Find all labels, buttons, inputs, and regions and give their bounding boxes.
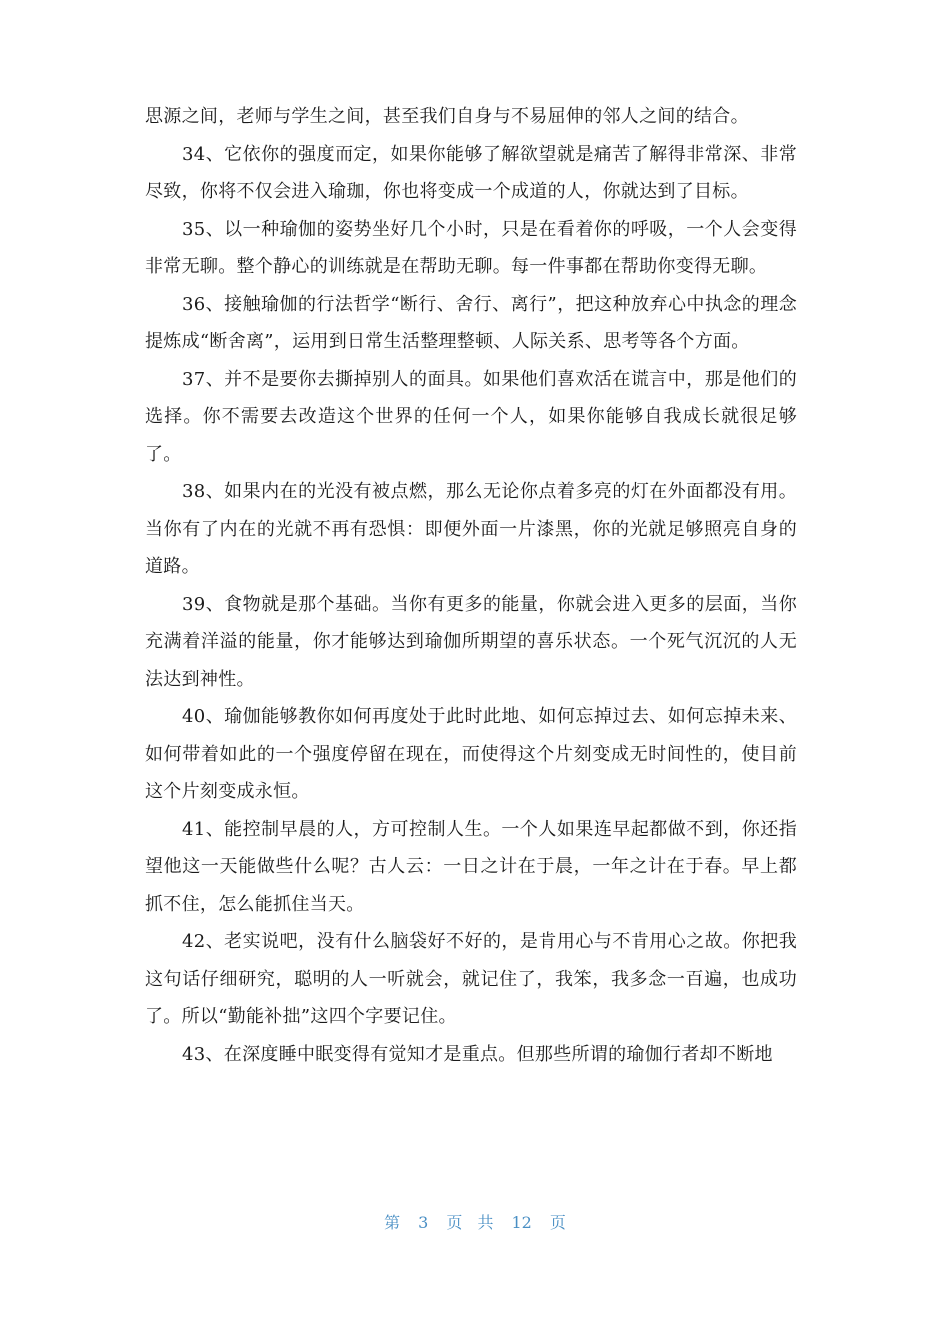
paragraph-37: 37、并不是要你去撕掉别人的面具。如果他们喜欢活在谎言中，那是他们的选择。你不需要去改造这个世界的任何一个人，如果你能够自我成长就很足够了。 — [145, 368, 797, 465]
footer-label-end: 页 — [549, 1213, 566, 1232]
paragraph-39: 39、食物就是那个基础。当你有更多的能量，你就会进入更多的层面，当你充满着洋溢的能量，你才能够达到瑜伽所期望的喜乐状态。一个死气沉沉的人无法达到神性。 — [145, 593, 797, 690]
footer-current-page: 3 — [418, 1213, 429, 1232]
page-footer — [0, 1210, 950, 1233]
footer-total-pages: 12 — [511, 1213, 532, 1232]
paragraph-35: 35、以一种瑜伽的姿势坐好几个小时，只是在看着你的呼吸，一个人会变得非常无聊。整个静心的训练就是在帮助无聊。每一件事都在帮助你变得无聊。 — [145, 218, 797, 277]
paragraph-40: 40、瑜伽能够教你如何再度处于此时此地、如何忘掉过去、如何忘掉未来、如何带着如此的一个强度停留在现在，而使得这个片刻变成无时间性的，使目前这个片刻变成永恒。 — [145, 706, 797, 802]
paragraph-36: 36、接触瑜伽的行法哲学“断行、舍行、离行”，把这种放弃心中执念的理念提炼成“断舍离”，运用到日常生活整理整顿、人际关系、思考等各个方面。 — [145, 293, 797, 352]
footer-label-of: 页 共 — [446, 1213, 494, 1232]
footer-label-page: 第 — [384, 1213, 401, 1232]
paragraph-41: 41、能控制早晨的人，方可控制人生。一个人如果连早起都做不到，你还指望他这一天能做些什么呢？古人云：一日之计在于晨，一年之计在于春。早上都抓不住，怎么能抓住当天。 — [145, 818, 797, 915]
paragraph-43: 43、在深度睡中眠变得有觉知才是重点。但那些所谓的瑜伽行者却不断地 — [182, 1043, 773, 1065]
document-body — [145, 98, 797, 1073]
paragraph-34: 34、它依你的强度而定，如果你能够了解欲望就是痛苦了解得非常深、非常尽致，你将不仅会进入瑜珈，你也将变成一个成道的人，你就达到了目标。 — [145, 143, 797, 202]
paragraph-continued: 思源之间，老师与学生之间，甚至我们自身与不易屈伸的邻人之间的结合。 — [145, 106, 749, 127]
paragraph-38: 38、如果内在的光没有被点燃，那么无论你点着多亮的灯在外面都没有用。当你有了内在的光就不再有恐惧：即便外面一片漆黑，你的光就足够照亮自身的道路。 — [145, 481, 797, 577]
paragraph-42: 42、老实说吧，没有什么脑袋好不好的，是肯用心与不肯用心之故。你把我这句话仔细研究，聪明的人一听就会，就记住了，我笨，我多念一百遍，也成功了。所以“勤能补拙”这四个字要记住。 — [145, 931, 797, 1027]
